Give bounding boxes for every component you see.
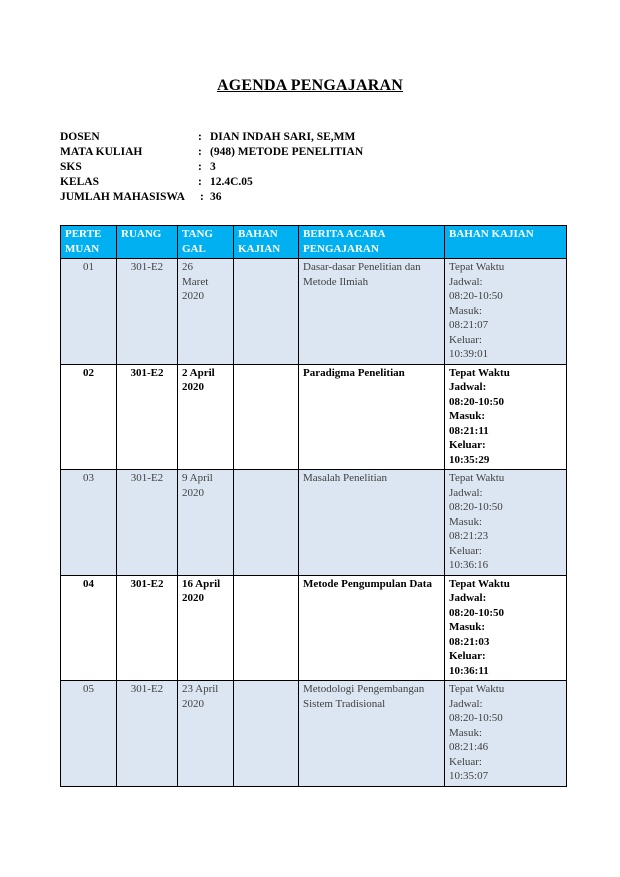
info-value: (948) METODE PENELITIAN [210,146,364,158]
info-separator: : [200,191,204,203]
table-header-row [61,226,567,259]
info-separator: : [198,176,202,188]
header-berita-acara: BERITA ACARA PENGAJARAN [299,226,445,259]
info-jumlah-mahasiswa [60,190,363,205]
status-text: Tepat Waktu [449,683,505,695]
info-separator: : [198,146,202,158]
status-text: Tepat Waktu [449,366,510,379]
masuk-label: Masuk: [449,410,486,422]
cell-tanggal: 23 April 2020 [178,681,234,787]
jadwal-value: 08:20-10:50 [449,501,503,513]
keluar-value: 10:35:07 [449,770,489,782]
cell-pertemuan: 05 [61,681,117,787]
info-label: KELAS [60,176,99,188]
cell-berita: Metode Pengumpulan Data [299,575,445,681]
status-text: Tepat Waktu [449,472,505,484]
info-label: SKS [60,161,82,173]
cell-ruang: 301-E2 [117,470,178,576]
header-bahan-kajian-status: BAHAN KAJIAN [445,226,567,259]
keluar-label: Keluar: [449,650,486,662]
info-label: MATA KULIAH [60,146,143,158]
keluar-value: 10:35:29 [449,453,490,466]
course-info [60,130,363,205]
info-separator: : [198,161,202,173]
info-separator: : [198,131,202,143]
info-label: JUMLAH MAHASISWA [60,191,185,203]
cell-berita: Metodologi Pengembangan Sistem Tradisional [299,681,445,787]
cell-status [445,470,567,576]
masuk-value: 08:21:46 [449,741,489,753]
cell-bahan [234,259,299,365]
cell-pertemuan: 03 [61,470,117,576]
masuk-value: 08:21:07 [449,319,489,331]
keluar-label: Keluar: [449,439,486,451]
table-row [61,470,567,576]
masuk-label: Masuk: [449,621,486,633]
jadwal-value: 08:20-10:50 [449,290,503,302]
masuk-label: Masuk: [449,726,482,739]
keluar-label: Keluar: [449,333,482,346]
cell-ruang: 301-E2 [117,259,178,365]
masuk-label: Masuk: [449,515,482,528]
cell-pertemuan: 04 [61,575,117,681]
cell-tanggal: 16 April 2020 [178,575,234,681]
info-value: 12.4C.05 [210,176,253,188]
status-text: Tepat Waktu [449,577,510,590]
header-pertemuan: PERTE MUAN [61,226,117,259]
info-value: DIAN INDAH SARI, SE,MM [210,131,356,143]
jadwal-value: 08:20-10:50 [449,395,504,408]
cell-status [445,681,567,787]
cell-bahan [234,575,299,681]
cell-pertemuan: 02 [61,364,117,470]
masuk-value: 08:21:23 [449,530,489,542]
info-kelas [60,175,363,190]
jadwal-value: 08:20-10:50 [449,606,504,619]
header-bahan-kajian: BAHAN KAJIAN [234,226,299,259]
info-label: DOSEN [60,131,100,143]
cell-ruang: 301-E2 [117,575,178,681]
keluar-label: Keluar: [449,755,482,768]
masuk-label: Masuk: [449,304,482,317]
cell-status [445,364,567,470]
header-ruang: RUANG [117,226,178,259]
cell-status [445,575,567,681]
table-row [61,259,567,365]
keluar-value: 10:36:16 [449,559,489,571]
info-dosen [60,130,363,145]
masuk-value: 08:21:11 [449,424,489,437]
cell-status [445,259,567,365]
cell-berita: Paradigma Penelitian [299,364,445,470]
keluar-value: 10:36:11 [449,664,489,677]
cell-bahan [234,470,299,576]
status-text: Tepat Waktu [449,261,505,273]
cell-ruang: 301-E2 [117,681,178,787]
cell-ruang: 301-E2 [117,364,178,470]
cell-bahan [234,364,299,470]
info-value: 3 [210,161,216,173]
cell-tanggal: 2 April 2020 [178,364,234,470]
info-mata-kuliah [60,145,363,160]
cell-bahan [234,681,299,787]
cell-tanggal: 9 April 2020 [178,470,234,576]
info-value: 36 [210,191,222,203]
jadwal-value: 08:20-10:50 [449,712,503,724]
table-row [61,681,567,787]
cell-tanggal: 26 Maret 2020 [178,259,234,365]
info-sks [60,160,363,175]
cell-berita: Dasar-dasar Penelitian dan Metode Ilmiah [299,259,445,365]
jadwal-label: Jadwal: [449,381,487,393]
jadwal-label: Jadwal: [449,697,483,710]
jadwal-label: Jadwal: [449,592,487,604]
table-row [61,575,567,681]
page-title: AGENDA PENGAJARAN [216,77,404,94]
agenda-table [60,225,567,787]
keluar-value: 10:39:01 [449,348,489,360]
jadwal-label: Jadwal: [449,275,483,288]
table-row [61,364,567,470]
cell-pertemuan: 01 [61,259,117,365]
keluar-label: Keluar: [449,544,482,557]
cell-berita: Masalah Penelitian [299,470,445,576]
jadwal-label: Jadwal: [449,486,483,499]
masuk-value: 08:21:03 [449,635,490,648]
header-tanggal: TANG GAL [178,226,234,259]
